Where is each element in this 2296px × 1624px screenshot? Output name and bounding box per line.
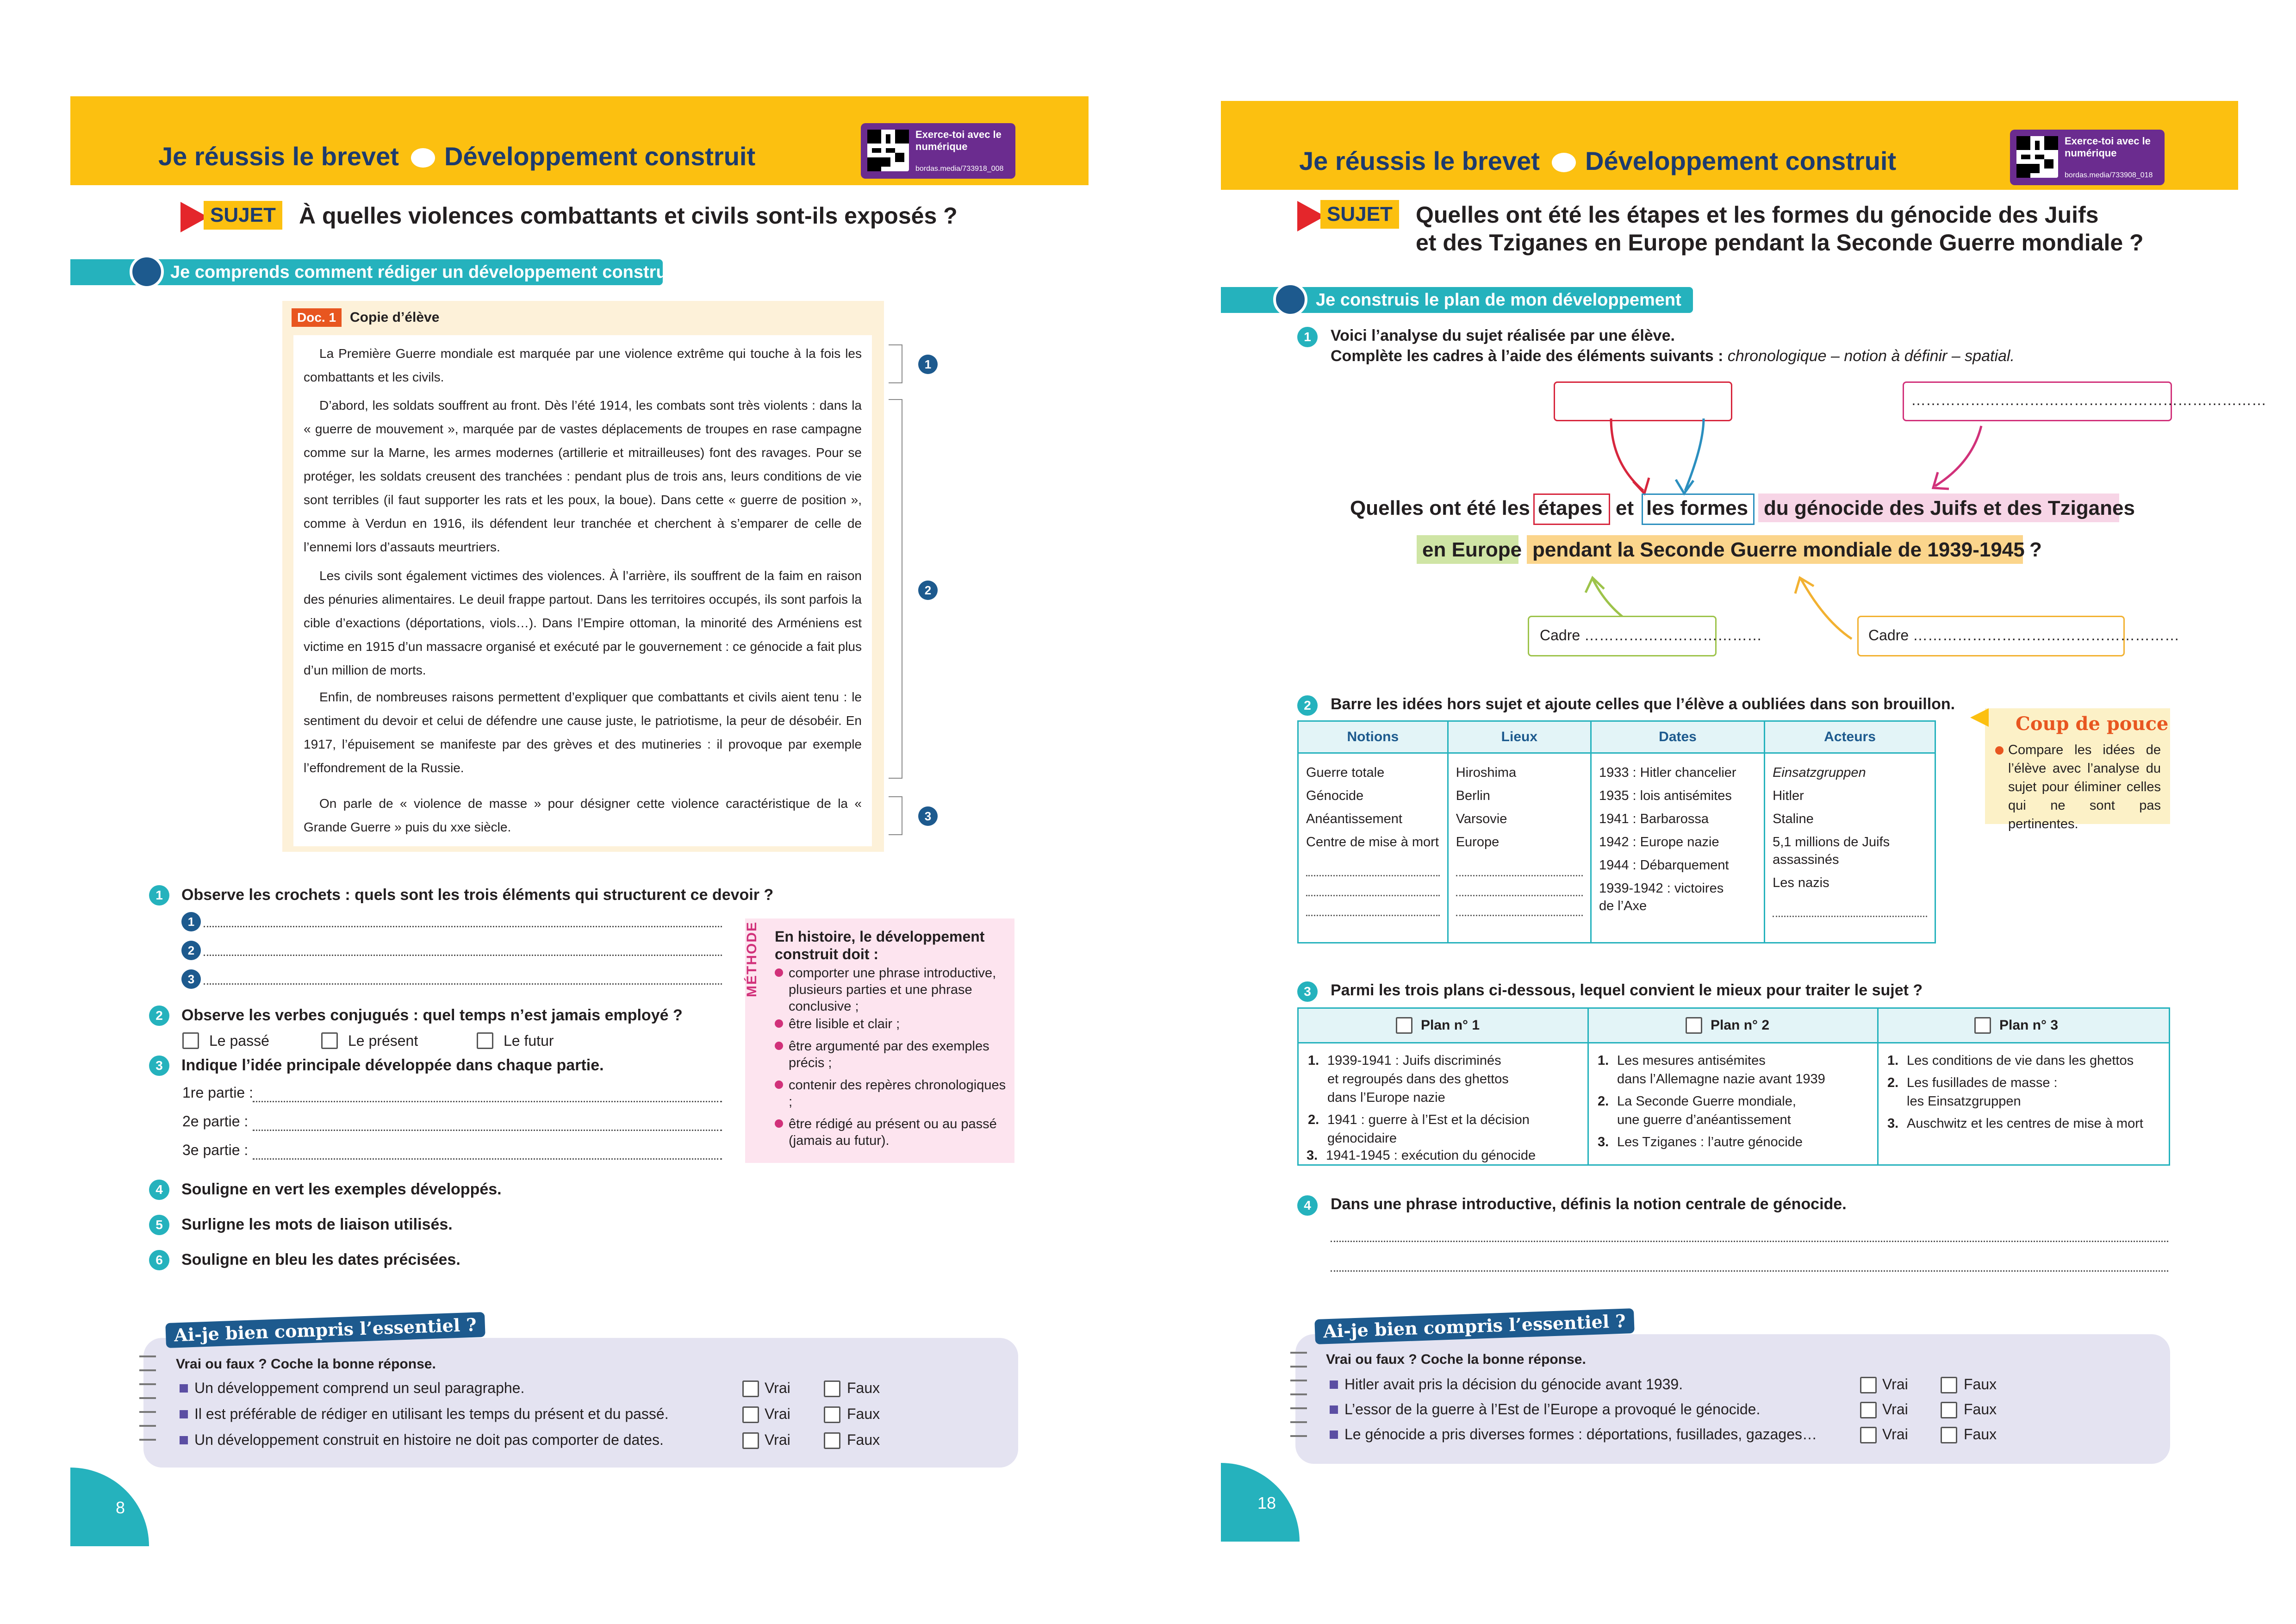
subject-pendant: pendant la Seconde Guerre mondiale de 1939-1945	[1532, 538, 2025, 561]
bullet-square-icon	[180, 1436, 188, 1444]
faux-checkbox-2[interactable]	[1941, 1402, 1957, 1418]
method-item-4: contenir des repères chronologiques ;	[789, 1077, 1011, 1110]
bracket-number-3: 3	[918, 806, 938, 826]
plan-2-line: dans l’Allemagne nazie avant 1939	[1617, 1072, 1825, 1087]
qr-label: Exerce-toi avec le numérique	[915, 129, 1002, 152]
option-futur: Le futur	[504, 1032, 554, 1049]
question-6-text: Souligne en bleu les dates précisées.	[181, 1251, 460, 1268]
bullet-square-icon	[1330, 1405, 1338, 1414]
plan-1-num: 1.	[1308, 1053, 1319, 1068]
col-acteurs	[1765, 753, 1935, 943]
box-cadre-1-text: Cadre ………………………………	[1540, 627, 1762, 643]
plan-2-line: Les Tziganes : l’autre génocide	[1617, 1135, 1803, 1149]
faux-checkbox-2[interactable]	[824, 1406, 840, 1423]
doc-paragraph-intro: La Première Guerre mondiale est marquée par une violence extrême qui touche à la fois les combattants et les civils.	[304, 346, 862, 384]
part-1-label: 1re partie :	[182, 1084, 253, 1101]
vrai-label-2: Vrai	[1882, 1401, 1908, 1418]
answer-3-line[interactable]	[204, 983, 722, 985]
plan-3-line: Les conditions de vie dans les ghettos	[1907, 1053, 2134, 1068]
vrai-checkbox-1[interactable]	[742, 1380, 759, 1397]
subject-formes: les formes	[1646, 497, 1748, 519]
faux-label-2: Faux	[1964, 1401, 1997, 1418]
doc-paragraph-part2: Les civils sont également victimes des violences. À l’arrière, ils souffrent de la faim en raison des pénuries alimentaires. Le deuil frappe partout. Dans les territoires occupés, ils sont parfois la cible d’exactions (déportations, viols…). Dans l’Empire ottoman, la minorité des Arméniens est victime en 1915 d’un massacre organisé et exécuté par le gouvernement : ce génocide a fait plus d’un million de morts.	[304, 568, 862, 677]
plan-2-line: une guerre d’anéantissement	[1617, 1112, 1791, 1127]
answer-1-line[interactable]	[204, 926, 722, 927]
faux-checkbox-1[interactable]	[1941, 1377, 1957, 1393]
option-passe: Le passé	[209, 1032, 269, 1049]
question-number-2: 2	[149, 1006, 169, 1026]
method-label: MÉTHODE	[744, 921, 759, 997]
notion-blank[interactable]	[1306, 856, 1440, 876]
date-item[interactable]: 1939-1942 : victoires	[1599, 881, 1724, 896]
vrai-label-1: Vrai	[765, 1380, 790, 1396]
qr-link[interactable]: bordas.media/733908_018	[2065, 171, 2153, 179]
question-4-text: Souligne en vert les exemples développés.	[181, 1181, 502, 1198]
answer-2-marker: 2	[181, 941, 201, 960]
sujet-label: SUJET	[1320, 200, 1399, 229]
vrai-checkbox-3[interactable]	[1860, 1427, 1877, 1443]
part-2-label: 2e partie :	[182, 1113, 249, 1130]
plan-1-line: 1941 : guerre à l’Est et la décision	[1327, 1112, 1530, 1127]
brouillon-table	[1297, 720, 1936, 943]
date-item[interactable]: 1941 : Barbarossa	[1599, 812, 1709, 826]
recap-title: Ai-je bien compris l’essentiel ?	[165, 1312, 485, 1348]
question-4-text: Dans une phrase introductive, définis la notion centrale de génocide.	[1331, 1195, 1847, 1213]
plan-2-num: 2.	[1598, 1094, 1609, 1109]
plan-3-num: 2.	[1887, 1075, 1899, 1090]
faux-label-1: Faux	[847, 1380, 880, 1396]
method-item-2: être lisible et clair ;	[789, 1016, 1011, 1032]
header-part2: Développement construit	[1585, 146, 1897, 175]
checkbox-present[interactable]	[321, 1032, 338, 1049]
question-number-1: 1	[149, 885, 169, 906]
qr-link[interactable]: bordas.media/733918_008	[915, 165, 1004, 173]
bullet-square-icon	[1330, 1430, 1338, 1439]
date-item-cont: de l’Axe	[1599, 899, 1647, 913]
notion-item[interactable]: Anéantissement	[1306, 812, 1402, 826]
plan-3-num: 1.	[1887, 1053, 1899, 1068]
bracket-2	[889, 399, 902, 779]
plan-1-num: 2.	[1308, 1112, 1319, 1127]
plan-2-line: La Seconde Guerre mondiale,	[1617, 1094, 1796, 1109]
option-present: Le présent	[348, 1032, 418, 1049]
question-3-text: Indique l’idée principale développée dans chaque partie.	[181, 1056, 604, 1074]
acteur-item-cont: assassinés	[1773, 852, 1839, 867]
subject-qm: ?	[2029, 538, 2042, 561]
acteur-item[interactable]: Les nazis	[1773, 875, 1829, 890]
sujet-question-line2: et des Tziganes en Europe pendant la Seconde Guerre mondiale ?	[1416, 230, 2144, 256]
plan-1-line: 1941-1945 : exécution du génocide	[1326, 1148, 1536, 1163]
plans-divider	[1877, 1009, 1879, 1164]
definition-line-1[interactable]	[1331, 1241, 2168, 1242]
header-part1: Je réussis le brevet	[158, 142, 399, 171]
plan-3-checkbox[interactable]	[1974, 1017, 1991, 1034]
coup-de-pouce-title: Coup de pouce	[2016, 713, 2169, 735]
notion-item[interactable]: Centre de mise à mort	[1306, 835, 1439, 849]
section-title: Je construis le plan de mon développement	[1316, 290, 1681, 310]
plan-3-line: Auschwitz et les centres de mise à mort	[1907, 1116, 2143, 1131]
qr-code-icon	[867, 130, 909, 171]
bracket-1	[889, 344, 902, 383]
question-number-2: 2	[1297, 695, 1318, 716]
plans-table	[1297, 1007, 2170, 1166]
header-part2: Développement construit	[444, 142, 756, 171]
faux-checkbox-3[interactable]	[1941, 1427, 1957, 1443]
question-2-text: Observe les verbes conjugués : quel temps n’est jamais employé ?	[181, 1006, 683, 1024]
part-3-label: 3e partie :	[182, 1142, 249, 1158]
date-item[interactable]: 1944 : Débarquement	[1599, 858, 1729, 873]
bullet-square-icon	[1330, 1380, 1338, 1389]
question-number-5: 5	[149, 1215, 169, 1235]
doc-paragraph-part1: D’abord, les soldats souffrent au front. Dès l’été 1914, les combats sont très violents : dans la « guerre de mouvement », marquée par de vastes déplacements de troupes en rase campagne comme sur la Marne, les armes modernes (artillerie et mitrailleuses) font des ravages. Pour se protéger, les soldats creusent des tranchées : pendant plus de trois ans, leurs conditions de vie sont terribles (il faut supporter les rats et les poux, la boue). Dans cette « guerre de position », comme à Verdun en 1916, ils défendent leur tranchée et cherchent à s’emparer de celle de l’ennemi lors d’assauts meurtriers.	[304, 398, 862, 554]
faux-label-2: Faux	[847, 1405, 880, 1422]
doc-title: Copie d’élève	[350, 310, 440, 325]
acteur-item[interactable]: 5,1 millions de Juifs	[1773, 835, 1890, 849]
faux-label-3: Faux	[847, 1431, 880, 1448]
faux-checkbox-3[interactable]	[824, 1432, 840, 1449]
notion-blank[interactable]	[1306, 876, 1440, 896]
plan-1-checkbox[interactable]	[1396, 1017, 1412, 1034]
plan-1-line: génocidaire	[1327, 1131, 1397, 1146]
sujet-label: SUJET	[204, 201, 282, 230]
header-dot	[411, 148, 435, 168]
question-5-text: Surligne les mots de liaison utilisés.	[181, 1216, 453, 1233]
date-item[interactable]: 1942 : Europe nazie	[1599, 835, 1719, 849]
plan-1-line: 1939-1941 : Juifs discriminés	[1327, 1053, 1501, 1068]
coup-corner-icon	[1970, 708, 1998, 736]
sujet-question-line1: Quelles ont été les étapes et les formes du génocide des Juifs	[1416, 202, 2099, 228]
recap-title: Ai-je bien compris l’essentiel ?	[1314, 1308, 1634, 1344]
vrai-label-3: Vrai	[1882, 1426, 1908, 1443]
plan-3-line: les Einsatzgruppen	[1907, 1094, 2021, 1109]
vrai-checkbox-1[interactable]	[1860, 1377, 1877, 1393]
notion-item[interactable]: Guerre totale	[1306, 765, 1385, 780]
notion-item[interactable]: Génocide	[1306, 788, 1364, 803]
plan-1-line: et regroupés dans des ghettos	[1327, 1072, 1509, 1087]
sujet-question: À quelles violences combattants et civils sont-ils exposés ?	[299, 203, 958, 229]
recap-statement-3: Le génocide a pris diverses formes : déportations, fusillades, gazages…	[1344, 1426, 1817, 1443]
method-item-1: comporter une phrase introductive, plusieurs parties et une phrase conclusive ;	[789, 965, 1011, 1015]
doc-paragraph-part3: Enfin, de nombreuses raisons permettent d’expliquer que combattants et civils aient tenu : le sentiment du devoir et celui de défendre une cause juste, le patriotisme, la peur de désobéir. En 1917, l’épuisement se manifeste par des grèves et des mutineries : il provoque par exemple l’effondrement de la Russie.	[304, 690, 862, 775]
recap-statement-1: Un développement comprend un seul paragraphe.	[194, 1380, 525, 1396]
notion-blank[interactable]	[1306, 896, 1440, 916]
bracket-number-1: 1	[918, 355, 938, 374]
header-part1: Je réussis le brevet	[1299, 146, 1540, 175]
plan-3-title: Plan n° 3	[1999, 1018, 2059, 1033]
plans-divider	[1587, 1009, 1589, 1164]
vrai-checkbox-2[interactable]	[1860, 1402, 1877, 1418]
acteur-item[interactable]: Staline	[1773, 812, 1814, 826]
question-1-line2: Complète les cadres à l’aide des éléments suivants : chronologique – notion à définir – spatial.	[1331, 347, 2015, 365]
question-number-1: 1	[1297, 327, 1318, 347]
qr-exercise-box[interactable]	[861, 123, 1015, 179]
bullet-square-icon	[180, 1410, 188, 1418]
coup-de-pouce-text: Compare les idées de l’élève avec l’analyse du sujet pour éliminer celles qui ne sont pas pertinentes.	[2008, 743, 2161, 831]
question-number-3: 3	[149, 1056, 169, 1076]
definition-line-2[interactable]	[1331, 1270, 2168, 1272]
qr-label: Exerce-toi avec le numérique	[2065, 135, 2151, 159]
answer-2-line[interactable]	[204, 955, 722, 956]
subject-europe: en Europe	[1422, 538, 1522, 561]
col-lieux	[1448, 753, 1591, 943]
header-acteurs: Acteurs	[1765, 721, 1935, 753]
question-number-4: 4	[1297, 1195, 1318, 1216]
lieu-blank[interactable]	[1456, 856, 1583, 876]
plan-2-line: Les mesures antisémites	[1617, 1053, 1766, 1068]
checkbox-passe[interactable]	[182, 1032, 199, 1049]
plan-2-num: 3.	[1598, 1135, 1609, 1149]
answer-3-marker: 3	[181, 969, 201, 989]
header-dates: Dates	[1591, 721, 1764, 753]
coup-bullet-icon	[1995, 746, 2004, 755]
question-number-6: 6	[149, 1250, 169, 1270]
subject-genocide: du génocide des Juifs et des Tziganes	[1764, 497, 2135, 519]
bullet-square-icon	[180, 1384, 188, 1393]
plan-1-line: dans l’Europe nazie	[1327, 1090, 1445, 1105]
date-item[interactable]: 1935 : lois antisémites	[1599, 788, 1732, 803]
box-blank-dots: ………………………………………………………………	[1911, 392, 2266, 408]
question-3-text: Parmi les trois plans ci-dessous, lequel convient le mieux pour traiter le sujet ?	[1331, 981, 1923, 999]
faux-label-3: Faux	[1964, 1426, 1997, 1443]
plan-3-line: Les fusillades de masse :	[1907, 1075, 2058, 1090]
bracket-3	[889, 796, 902, 835]
box-cadre-2-text: Cadre ………………………………………………	[1868, 627, 2180, 643]
page-corner	[70, 1468, 149, 1546]
question-2-text: Barre les idées hors sujet et ajoute celles que l’élève a oubliées dans son brouillon.	[1331, 695, 1955, 713]
method-title: En histoire, le développement construit doit :	[775, 928, 985, 962]
vrai-label-1: Vrai	[1882, 1376, 1908, 1393]
date-item[interactable]: 1933 : Hitler chancelier	[1599, 765, 1736, 780]
header-lieux: Lieux	[1448, 721, 1591, 753]
lieu-blank[interactable]	[1456, 896, 1583, 916]
binder-rings-icon	[137, 1352, 160, 1449]
doc-tag: Doc. 1	[292, 308, 342, 327]
subject-etapes: étapes	[1538, 497, 1603, 519]
acteur-item[interactable]: Einsatzgruppen	[1773, 765, 1866, 780]
recap-statement-3: Un développement construit en histoire ne doit pas comporter de dates.	[194, 1431, 664, 1448]
plan-1-title: Plan n° 1	[1421, 1018, 1480, 1033]
faux-checkbox-1[interactable]	[824, 1380, 840, 1397]
acteur-item[interactable]: Hitler	[1773, 788, 1804, 803]
vrai-label-3: Vrai	[765, 1431, 790, 1448]
part-2-line[interactable]	[253, 1130, 722, 1131]
binder-rings-icon	[1288, 1348, 1311, 1445]
question-1-line1: Voici l’analyse du sujet réalisée par une élève.	[1331, 327, 1675, 344]
header-notions: Notions	[1298, 721, 1448, 753]
vrai-label-2: Vrai	[765, 1405, 790, 1422]
lieu-item[interactable]: Hiroshima	[1456, 765, 1517, 780]
col-dates	[1591, 753, 1764, 943]
question-number-3: 3	[1297, 981, 1318, 1002]
checkbox-futur[interactable]	[477, 1032, 493, 1049]
col-notions	[1298, 753, 1448, 943]
plan-2-checkbox[interactable]	[1686, 1017, 1702, 1034]
vrai-checkbox-3[interactable]	[742, 1432, 759, 1449]
doc-paragraph-conclusion: On parle de « violence de masse » pour désigner cette violence caractéristique de la « Grande Guerre » puis du xxe siècle.	[304, 796, 862, 834]
faux-label-1: Faux	[1964, 1376, 1997, 1393]
right-page	[1148, 0, 2296, 1624]
section-circle-icon	[130, 255, 164, 289]
lieu-blank[interactable]	[1456, 876, 1583, 896]
page-number: 8	[116, 1498, 125, 1517]
bracket-number-2: 2	[918, 581, 938, 600]
subject-et: et	[1616, 497, 1634, 519]
answer-1-marker: 1	[181, 912, 201, 931]
part-1-line[interactable]	[253, 1101, 722, 1102]
acteur-blank[interactable]	[1773, 897, 1927, 917]
method-item-3: être argumenté par des exemples précis ;	[789, 1038, 1011, 1071]
part-3-line[interactable]	[253, 1158, 722, 1160]
plan-2-num: 1.	[1598, 1053, 1609, 1068]
question-number-4: 4	[149, 1180, 169, 1200]
analysis-arrows	[1148, 0, 2296, 676]
vrai-checkbox-2[interactable]	[742, 1406, 759, 1423]
lieu-item[interactable]: Berlin	[1456, 788, 1490, 803]
recap-instruction: Vrai ou faux ? Coche la bonne réponse.	[1326, 1352, 1586, 1367]
recap-statement-2: L’essor de la guerre à l’Est de l’Europe a provoqué le génocide.	[1344, 1401, 1761, 1418]
page-number: 18	[1257, 1493, 1276, 1512]
plan-1-num: 3.	[1307, 1148, 1318, 1163]
subject-quelles: Quelles ont été les	[1350, 497, 1530, 519]
method-item-5: être rédigé au présent ou au passé (jamais au futur).	[789, 1116, 1011, 1149]
recap-statement-1: Hitler avait pris la décision du génocide avant 1939.	[1344, 1376, 1683, 1393]
section-title: Je comprends comment rédiger un développement construit	[170, 262, 678, 282]
plan-2-title: Plan n° 2	[1711, 1018, 1770, 1033]
plan-3-num: 3.	[1887, 1116, 1899, 1131]
recap-statement-2: Il est préférable de rédiger en utilisant les temps du présent et du passé.	[194, 1405, 669, 1422]
lieu-item[interactable]: Varsovie	[1456, 812, 1507, 826]
recap-instruction: Vrai ou faux ? Coche la bonne réponse.	[176, 1356, 436, 1372]
question-1-text: Observe les crochets : quels sont les trois éléments qui structurent ce devoir ?	[181, 886, 774, 904]
lieu-item[interactable]: Europe	[1456, 835, 1500, 849]
